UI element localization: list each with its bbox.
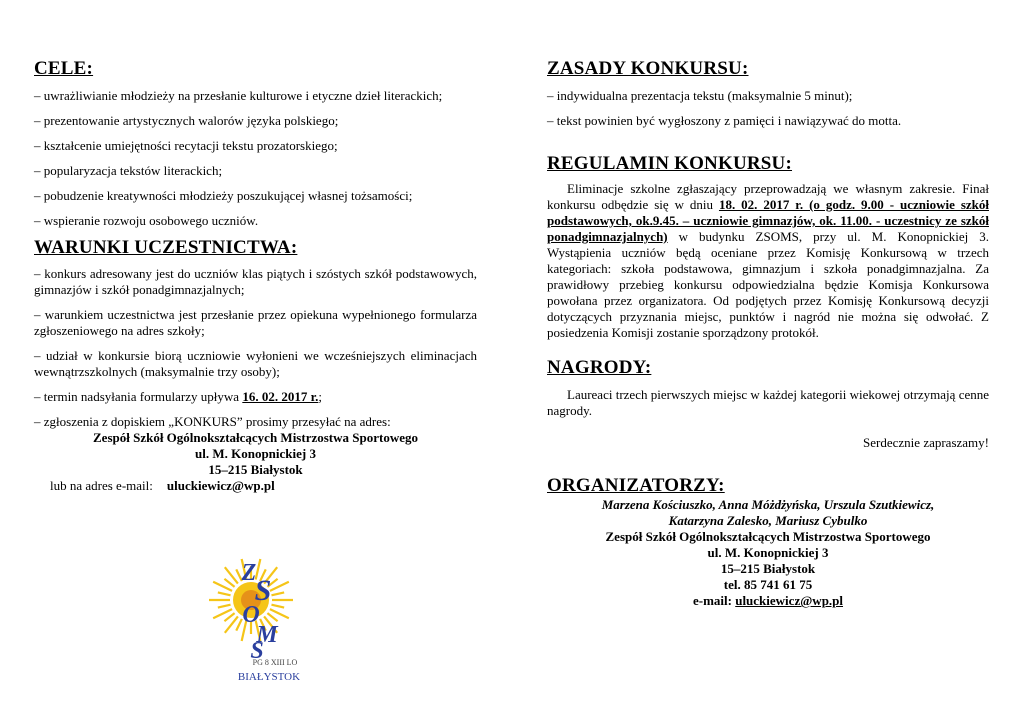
school-logo	[205, 550, 315, 685]
invite-text: Serdecznie zapraszamy!	[863, 435, 989, 450]
sun-ray	[271, 592, 284, 595]
cele-item: – prezentowanie artystycznych walorów języka polskiego;	[34, 113, 339, 128]
organizer-street: ul. M. Konopnickiej 3	[707, 545, 829, 560]
organizer-city: 15–215 Białystok	[720, 561, 816, 576]
address-school: Zespół Szkół Ogólnokształcących Mistrzostwa Sportowego	[93, 430, 418, 445]
sun-ray	[267, 613, 277, 621]
nagrody-heading: NAGRODY:	[547, 357, 652, 378]
cele-item: – pobudzenie kreatywności młodzieży poszukującej własnej tożsamości;	[34, 188, 413, 203]
deadline-prefix: – termin nadsyłania formularzy upływa	[34, 389, 243, 404]
organizers-names-1: Marzena Kościuszko, Anna Móżdżyńska, Urszula Szutkiewicz,	[601, 497, 935, 512]
warunki-list	[34, 266, 477, 494]
organizer-email-line	[547, 593, 989, 609]
deadline-date: 16. 02. 2017 r.	[242, 389, 319, 404]
left-column	[34, 58, 477, 494]
organizatorzy-heading: ORGANIZATORZY:	[547, 475, 725, 496]
cele-item: – kształcenie umiejętności recytacji tekstu prozatorskiego;	[34, 138, 338, 153]
warunki-item: – warunkiem uczestnictwa jest przesłanie przez opiekuna wypełnionego formularza zgłoszeniowego na adres szkoły;	[34, 307, 477, 338]
organizers-names-2: Katarzyna Zalesko, Mariusz Cybulko	[668, 513, 868, 528]
email-address: uluckiewicz@wp.pl	[166, 478, 275, 493]
nagrody-text: Laureaci trzech pierwszych miejsc w każdej kategorii wiekowej otrzymają cenne nagrody.	[547, 387, 989, 418]
final-info: 18. 02. 2017 r. (o godz. 9.00 - uczniowie szkół podstawowych, ok.9.45. – uczniowie gimnazjów, ok. 11.00. - uczestnicy ze szkół ponadgimnazjalnych)	[547, 197, 989, 244]
organizer-email-link[interactable]: uluckiewicz@wp.pl	[735, 593, 844, 608]
organizer-phone: tel. 85 741 61 75	[723, 577, 813, 592]
sun-ray	[218, 605, 231, 608]
sun-ray	[218, 592, 231, 595]
organizer-school: Zespół Szkół Ogólnokształcących Mistrzostwa Sportowego	[605, 529, 931, 544]
regulamin-part1: Eliminacje szkolne zgłaszający przeprowadzają we własnym zakresie. Finał konkursu odbędzie się w dniu	[547, 181, 989, 212]
cele-list	[34, 88, 477, 229]
deadline-suffix: ;	[318, 389, 323, 404]
sun-ray	[271, 605, 284, 608]
warunki-heading: WARUNKI UCZESTNICTWA:	[34, 237, 298, 258]
cele-heading: CELE:	[34, 58, 94, 79]
regulamin-heading: REGULAMIN KONKURSU:	[547, 153, 793, 174]
submit-line: – zgłoszenia z dopiskiem „KONKURS” prosimy przesyłać na adres:	[34, 414, 391, 429]
logo-caption-small: PG 8 XIII LO	[252, 658, 298, 667]
sun-logo-icon	[205, 550, 315, 685]
sun-ray	[224, 613, 234, 621]
email-line	[34, 478, 477, 494]
warunki-item: – konkurs adresowany jest do uczniów klas piątych i szóstych szkół podstawowych, gimnazjów i szkół ponadgimnazjalnych;	[34, 266, 477, 297]
logo-caption-city: BIAŁYSTOK	[237, 671, 301, 683]
regulamin-text	[547, 181, 989, 341]
logo-letters: Z S O M S	[241, 560, 278, 664]
zasady-heading: ZASADY KONKURSU:	[547, 58, 749, 79]
zasady-list	[547, 88, 989, 129]
warunki-item: – udział w konkursie biorą uczniowie wyłonieni we wcześniejszych eliminacjach wewnątrzszkolnych (maksymalnie trzy osoby);	[34, 348, 477, 379]
zasady-item: – indywidualna prezentacja tekstu (maksymalnie 5 minut);	[547, 88, 853, 103]
address-city: 15–215 Białystok	[208, 462, 303, 477]
zasady-item: – tekst powinien być wygłoszony z pamięci i nawiązywać do motta.	[547, 113, 902, 128]
deadline-line	[34, 389, 477, 405]
organizer-email-label: e-mail:	[692, 593, 736, 608]
sun-ray	[224, 579, 234, 587]
regulamin-part2: w budynku ZSOMS, przy ul. M. Konopnickiej 3. Wystąpienia uczniów będą oceniane przez Komisję Konkursową w trzech kategoriach: szkoła podstawowa, gimnazjum i szkoła ponadgimnazjalna. Za prawidłowy przebieg konkursu odpowiedzialna będzie Komisja Konkursowa powołana przez organizatora. Od podjętych przez Komisję Konkursową decyzji dotyczących przyznania miejsc, punktów i nagród nie można się odwołać. Z posiedzenia Komisji zostanie sporządzony protokół.	[547, 229, 989, 340]
right-column	[547, 58, 989, 609]
email-prefix: lub na adres e-mail:	[50, 478, 153, 493]
sun-ray	[236, 619, 242, 631]
cele-item: – wspieranie rozwoju osobowego uczniów.	[34, 213, 259, 228]
address-street: ul. M. Konopnickiej 3	[195, 446, 316, 461]
cele-item: – popularyzacja tekstów literackich;	[34, 163, 223, 178]
cele-item: – uwrażliwianie młodzieży na przesłanie kulturowe i etyczne dzieł literackich;	[34, 88, 443, 103]
